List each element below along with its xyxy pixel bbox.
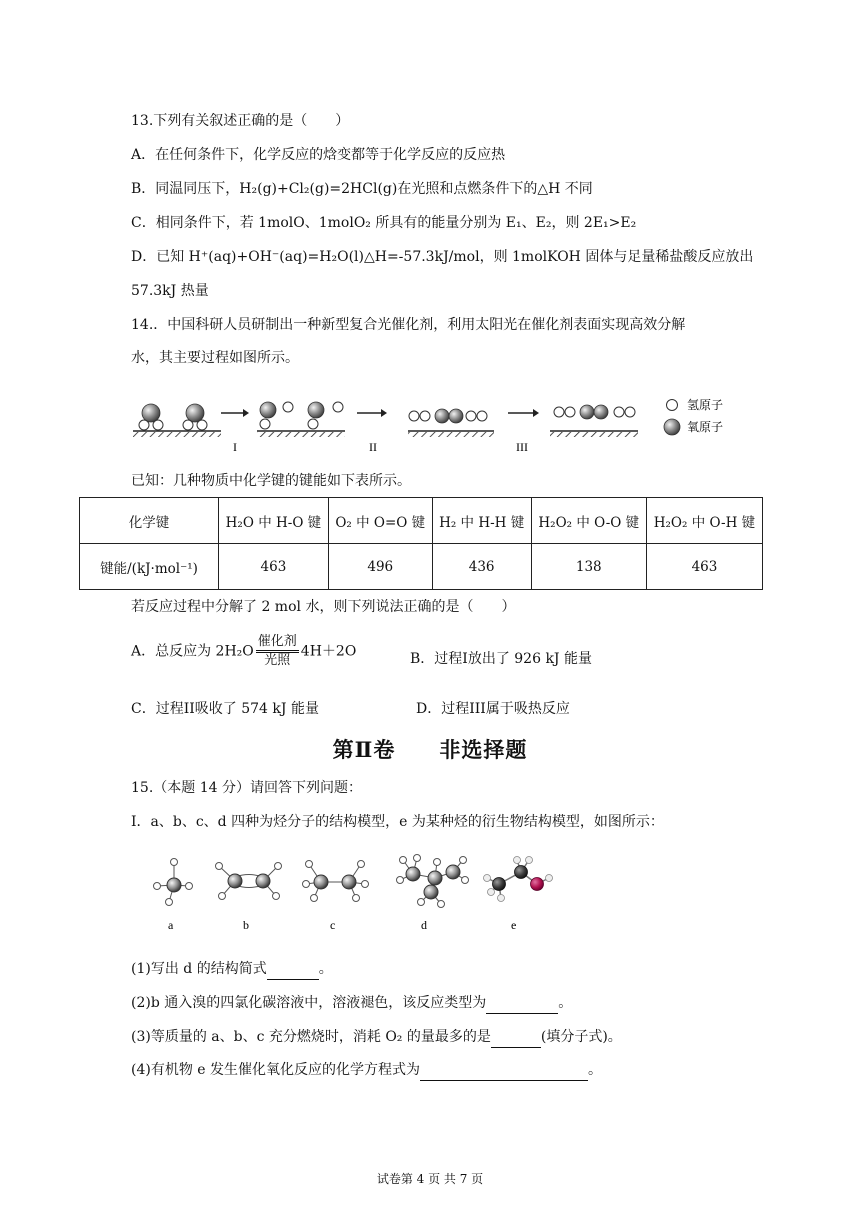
model-label-a: a — [168, 918, 174, 932]
table-row — [80, 544, 763, 590]
table-header-cell: O₂ 中 O=O 键 — [328, 498, 432, 544]
table-header-cell: H₂O₂ 中 O-O 键 — [531, 498, 646, 544]
q14-stem-line2: 水，其主要过程如图所示。 — [131, 350, 299, 366]
q15-sub2-text: (2)b 通入溴的四氯化碳溶液中，溶液褪色，该反应类型为 — [131, 995, 487, 1011]
q14-option-a-prefix: A．总反应为 2H₂O — [131, 643, 254, 660]
legend-hydrogen-symbol — [667, 400, 678, 411]
legend-hydrogen-label: 氢原子 — [687, 398, 724, 412]
model-d-hydrocarbon — [397, 855, 469, 908]
q15-stem: 15.（本题 14 分）请回答下列问题： — [131, 780, 362, 796]
table-cell: 463 — [646, 544, 762, 590]
legend-oxygen-symbol — [664, 419, 680, 435]
q14-option-c: C．过程II吸收了 574 kJ 能量 — [131, 701, 319, 717]
table-header-row — [80, 498, 763, 544]
q14-option-a-suffix: 4H＋2O — [300, 643, 357, 660]
q14-condition: 若反应过程中分解了 2 mol 水，则下列说法正确的是（ ） — [131, 599, 516, 615]
arrow-step-2 — [357, 409, 387, 417]
q15-sub1 — [131, 959, 333, 980]
table-header-cell: H₂O 中 H-O 键 — [219, 498, 329, 544]
water-splitting-diagram — [125, 385, 765, 460]
q13-option-a: A．在任何条件下，化学反应的焓变都等于化学反应的反应热 — [131, 147, 506, 163]
step-label-2: II — [369, 440, 377, 454]
q15-sub3-end: (填分子式)。 — [540, 1029, 622, 1045]
table-header-cell: H₂O₂ 中 O-H 键 — [646, 498, 762, 544]
step-label-3: III — [516, 440, 528, 454]
q15-sub4-text: (4)有机物 e 发生催化氧化反应的化学方程式为 — [131, 1062, 421, 1078]
q13-stem: 13.下列有关叙述正确的是（ ） — [131, 113, 350, 129]
q15-sub3 — [131, 1027, 622, 1048]
molecular-models — [145, 850, 565, 935]
bond-energy-table — [79, 497, 763, 590]
catalyst-surface-step2 — [408, 409, 494, 437]
model-a-methane — [154, 859, 193, 906]
model-label-e: e — [511, 918, 517, 932]
table-row-label: 键能/(kJ·mol⁻¹) — [80, 544, 219, 590]
q15-sub3-text: (3)等质量的 a、b、c 充分燃烧时，消耗 O₂ 的量最多的是 — [131, 1029, 491, 1045]
q14-option-d: D．过程III属于吸热反应 — [416, 701, 570, 717]
q15-sub4 — [131, 1060, 602, 1081]
model-c-ethane — [303, 861, 369, 902]
q15-sub1-end: 。 — [318, 961, 333, 977]
table-cell: 138 — [531, 544, 646, 590]
table-header-cell: H₂ 中 H-H 键 — [432, 498, 531, 544]
answer-blank-2[interactable] — [486, 993, 558, 1014]
q13-option-d-line2: 57.3kJ 热量 — [131, 283, 209, 299]
q15-sub1-text: (1)写出 d 的结构简式 — [131, 961, 267, 977]
q15-sub4-end: 。 — [588, 1062, 603, 1078]
model-label-d: d — [421, 918, 427, 932]
legend-oxygen-label: 氧原子 — [687, 420, 724, 434]
q14-known: 已知：几种物质中化学键的键能如下表所示。 — [131, 473, 411, 489]
table-cell: 436 — [432, 544, 531, 590]
q13-option-b: B．同温同压下，H₂(g)+Cl₂(g)=2HCl(g)在光照和点燃条件下的△H 不同 — [131, 181, 593, 197]
q13-option-c: C．相同条件下，若 1molO、1molO₂ 所具有的能量分别为 E₁、E₂，则 2E₁>E₂ — [131, 215, 637, 231]
table-header-cell: 化学键 — [80, 498, 219, 544]
answer-blank-1[interactable] — [267, 959, 319, 980]
model-label-b: b — [243, 918, 249, 932]
condition-light: 光照 — [264, 653, 291, 668]
arrow-step-3 — [508, 409, 539, 417]
reaction-condition — [256, 634, 299, 669]
q15-sub2 — [131, 993, 572, 1014]
model-label-c: c — [330, 918, 336, 932]
section-title: 第Ⅱ卷 非选择题 — [332, 737, 528, 762]
catalyst-surface-step3 — [550, 405, 638, 437]
condition-catalyst: 催化剂 — [256, 634, 299, 653]
arrow-step-1 — [221, 409, 249, 417]
step-label-1: I — [233, 440, 237, 454]
q14-option-a — [131, 634, 356, 669]
table-cell: 496 — [328, 544, 432, 590]
q14-option-b: B．过程I放出了 926 kJ 能量 — [410, 651, 592, 667]
table-cell: 463 — [219, 544, 329, 590]
page-footer: 试卷第 4 页 共 7 页 — [376, 1172, 484, 1186]
model-e-ethanol — [484, 857, 553, 902]
model-b-ethylene — [216, 863, 282, 900]
q15-part1: I．a、b、c、d 四种为烃分子的结构模型，e 为某种烃的衍生物结构模型，如图所示： — [131, 814, 664, 830]
answer-blank-4[interactable] — [420, 1060, 588, 1081]
q13-option-d-line1: D．已知 H⁺(aq)+OH⁻(aq)=H₂O(l)△H=-57.3kJ/mol，则 1molKOH 固体与足量稀盐酸反应放出 — [131, 249, 754, 265]
answer-blank-3[interactable] — [491, 1027, 541, 1048]
q14-stem-line1: 14.．中国科研人员研制出一种新型复合光催化剂，利用太阳光在催化剂表面实现高效分解 — [131, 317, 686, 333]
catalyst-surface-initial — [133, 404, 221, 437]
q15-sub2-end: 。 — [558, 995, 573, 1011]
catalyst-surface-step1 — [257, 402, 345, 437]
